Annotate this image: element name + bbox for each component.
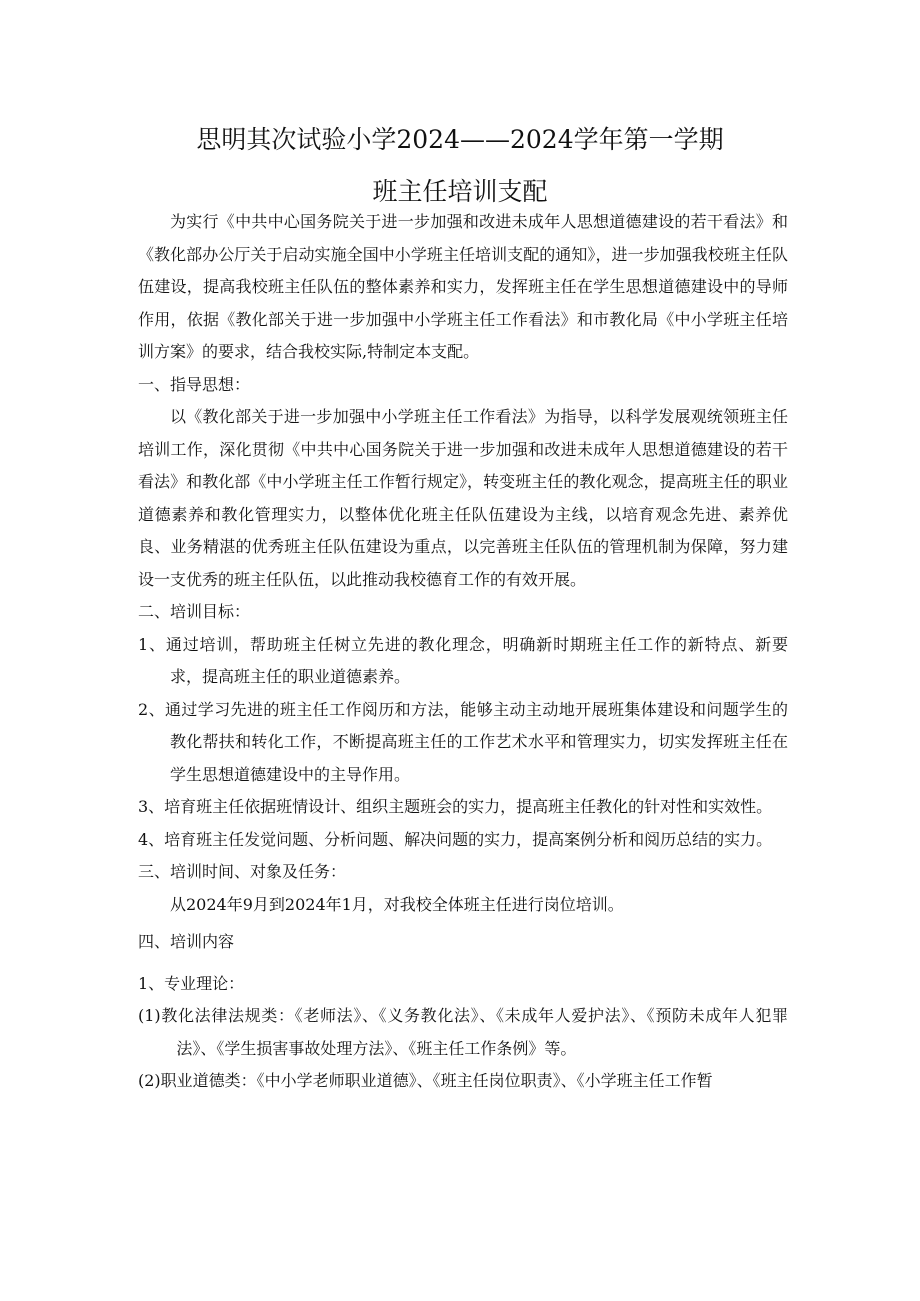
section4-heading: 四、培训内容 (138, 932, 235, 951)
section1-paragraph: 以《教化部关于进一步加强中小学班主任工作看法》为指导，以科学发展观统领班主任培训工作，深化贯彻《中共中心国务院关于进一步加强和改进未成年人思想道德建设的若干看法》和教化部《中小学班主任工作暂行规定》，转变班主任的教化观念，提高班主任的职业道德素养和教化管理实力，以整体优化班主任队伍建设为主线，以培育观念先进、素养优良、业务精湛的优秀班主任队伍建设为重点，以完善班主任队伍的管理机制为保障，努力建设一支优秀的班主任队伍，以此推动我校德育工作的有效开展。 (138, 407, 788, 589)
section2-item-4: 4、培育班主任发觉问题、分析问题、解决问题的实力，提高案例分析和阅历总结的实力。 (138, 829, 773, 849)
section1-heading: 一、指导思想： (138, 374, 251, 394)
section4-subheading: 1、专业理论： (138, 973, 245, 993)
section2-item-2: 2、通过学习先进的班主任工作阅历和方法，能够主动主动地开展班集体建设和问题学生的教化帮扶和转化工作，不断提高班主任的工作艺术水平和管理实力，切实发挥班主任在学生思想道德建设中的主导作用。 (138, 699, 788, 784)
section3-paragraph: 从2024年9月到2024年1月，对我校全体班主任进行岗位培训。 (170, 894, 624, 914)
section3-heading: 三、培训时间、对象及任务： (138, 862, 347, 881)
document-title-line2: 班主任培训支配 (372, 177, 548, 206)
section2-heading: 二、培训目标： (138, 602, 251, 621)
section4-item-2: (2)职业道德类：《中小学老师职业道德》、《班主任岗位职责》、《小学班主任工作暂 (138, 1071, 713, 1090)
section2-item-1: 1、通过培训，帮助班主任树立先进的教化理念，明确新时期班主任工作的新特点、新要求，提高班主任的职业道德素养。 (138, 634, 788, 686)
document-body (138, 206, 788, 1098)
document-title-line1: 思明其次试验小学2024——2024学年第一学期 (196, 125, 724, 154)
intro-paragraph: 为实行《中共中心国务院关于进一步加强和改进未成年人思想道德建设的若干看法》和《教化部办公厅关于启动实施全国中小学班主任培训支配的通知》，进一步加强我校班主任队伍建设，提高我校班主任队伍的整体素养和实力，发挥班主任在学生思想道德建设中的导师作用，依据《教化部关于进一步加强中小学班主任工作看法》和市教化局《中小学班主任培训方案》的要求，结合我校实际,特制定本支配。 (138, 212, 788, 361)
section4-item-1: (1)教化法律法规类：《老师法》、《义务教化法》、《未成年人爱护法》、《预防未成年人犯罪法》、《学生损害事故处理方法》、《班主任工作条例》等。 (138, 1006, 788, 1058)
section2-item-3: 3、培育班主任依据班情设计、组织主题班会的实力，提高班主任教化的针对性和实效性。 (138, 797, 773, 816)
